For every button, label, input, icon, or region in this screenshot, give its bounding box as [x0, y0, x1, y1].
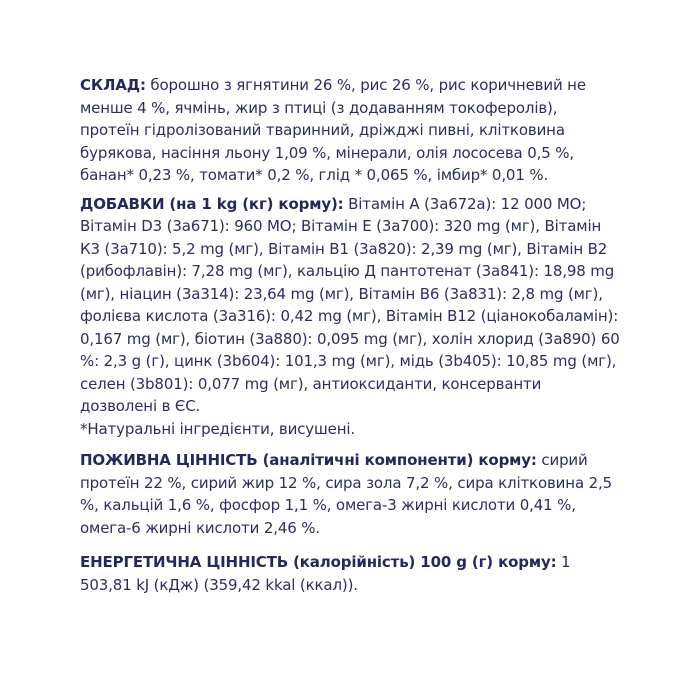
natural-ingredients-footnote: *Натуральні інгредієнти, висушені. [80, 419, 355, 438]
nutrition-heading: ПОЖИВНА ЦІННІСТЬ (аналітичні компоненти) корму: [80, 451, 537, 469]
composition-text: борошно з ягнятини 26 %, рис 26 %, рис коричневий не менше 4 %, ячмінь, жир з птиці (з додаванням токоферолів), протеїн гідролізований тваринний, дріжджі пивні, клітковина бурякова, насіння льону 1,09 %, мінерали, олія лососева 0,5 %, банан* 0,23 %, томати* 0,2 %, глід * 0,065 %, імбир* 0,01 %. [80, 76, 586, 184]
nutrition-text: сирий протеїн 22 %, сирий жир 12 %, сира зола 7,2 %, сира клітковина 2,5 %, кальцій 1,6 %, фосфор 1,1 %, омега-3 жирні кислоти 0,41 %, омега-6 жирні кислоти 2,46 %. [80, 451, 613, 537]
energy-section [80, 551, 620, 596]
composition-heading: СКЛАД: [80, 76, 146, 94]
nutrition-section [80, 449, 620, 539]
composition-section [80, 74, 620, 187]
additives-heading: ДОБАВКИ (на 1 kg (кг) корму): [80, 194, 344, 213]
label-document [80, 74, 620, 596]
additives-section [80, 193, 620, 418]
energy-text: 1 503,81 kJ (кДж) (359,42 kkal (ккал)). [80, 553, 571, 594]
energy-heading: ЕНЕРГЕТИЧНА ЦІННІСТЬ (калорійність) 100 g (г) корму: [80, 553, 557, 571]
additives-text: Вітамін А (3а672а): 12 000 МО; Вітамін D3 (3а671): 960 МО; Вітамін Е (3а700): 320 mg (мг), Вітамін К3 (3а710): 5,2 mg (мг), Вітамін В1 (3а820): 2,39 mg (мг), Вітамін В2 (рибофлавін): 7,28 mg (мг), кальцію Д пантотенат (3а841): 18,98 mg (мг), ніацин (3а314): 23,64 mg (мг), Вітамін В6 (3а831): 2,8 mg (мг), фолієва кислота (3а316): 0,42 mg (мг), Вітамін В12 (ціанокобаламін): 0,167 mg (мг), біотин (3а880): 0,095 mg (мг), холін хлорид (3а890) 60 %: 2,3 g (г), цинк (3b604): 101,3 mg (мг), мідь (3b405): 10,85 mg (мг), селен (3b801): 0,077 mg (мг), антиоксиданти, консерванти дозволені в ЄС. [80, 194, 620, 415]
